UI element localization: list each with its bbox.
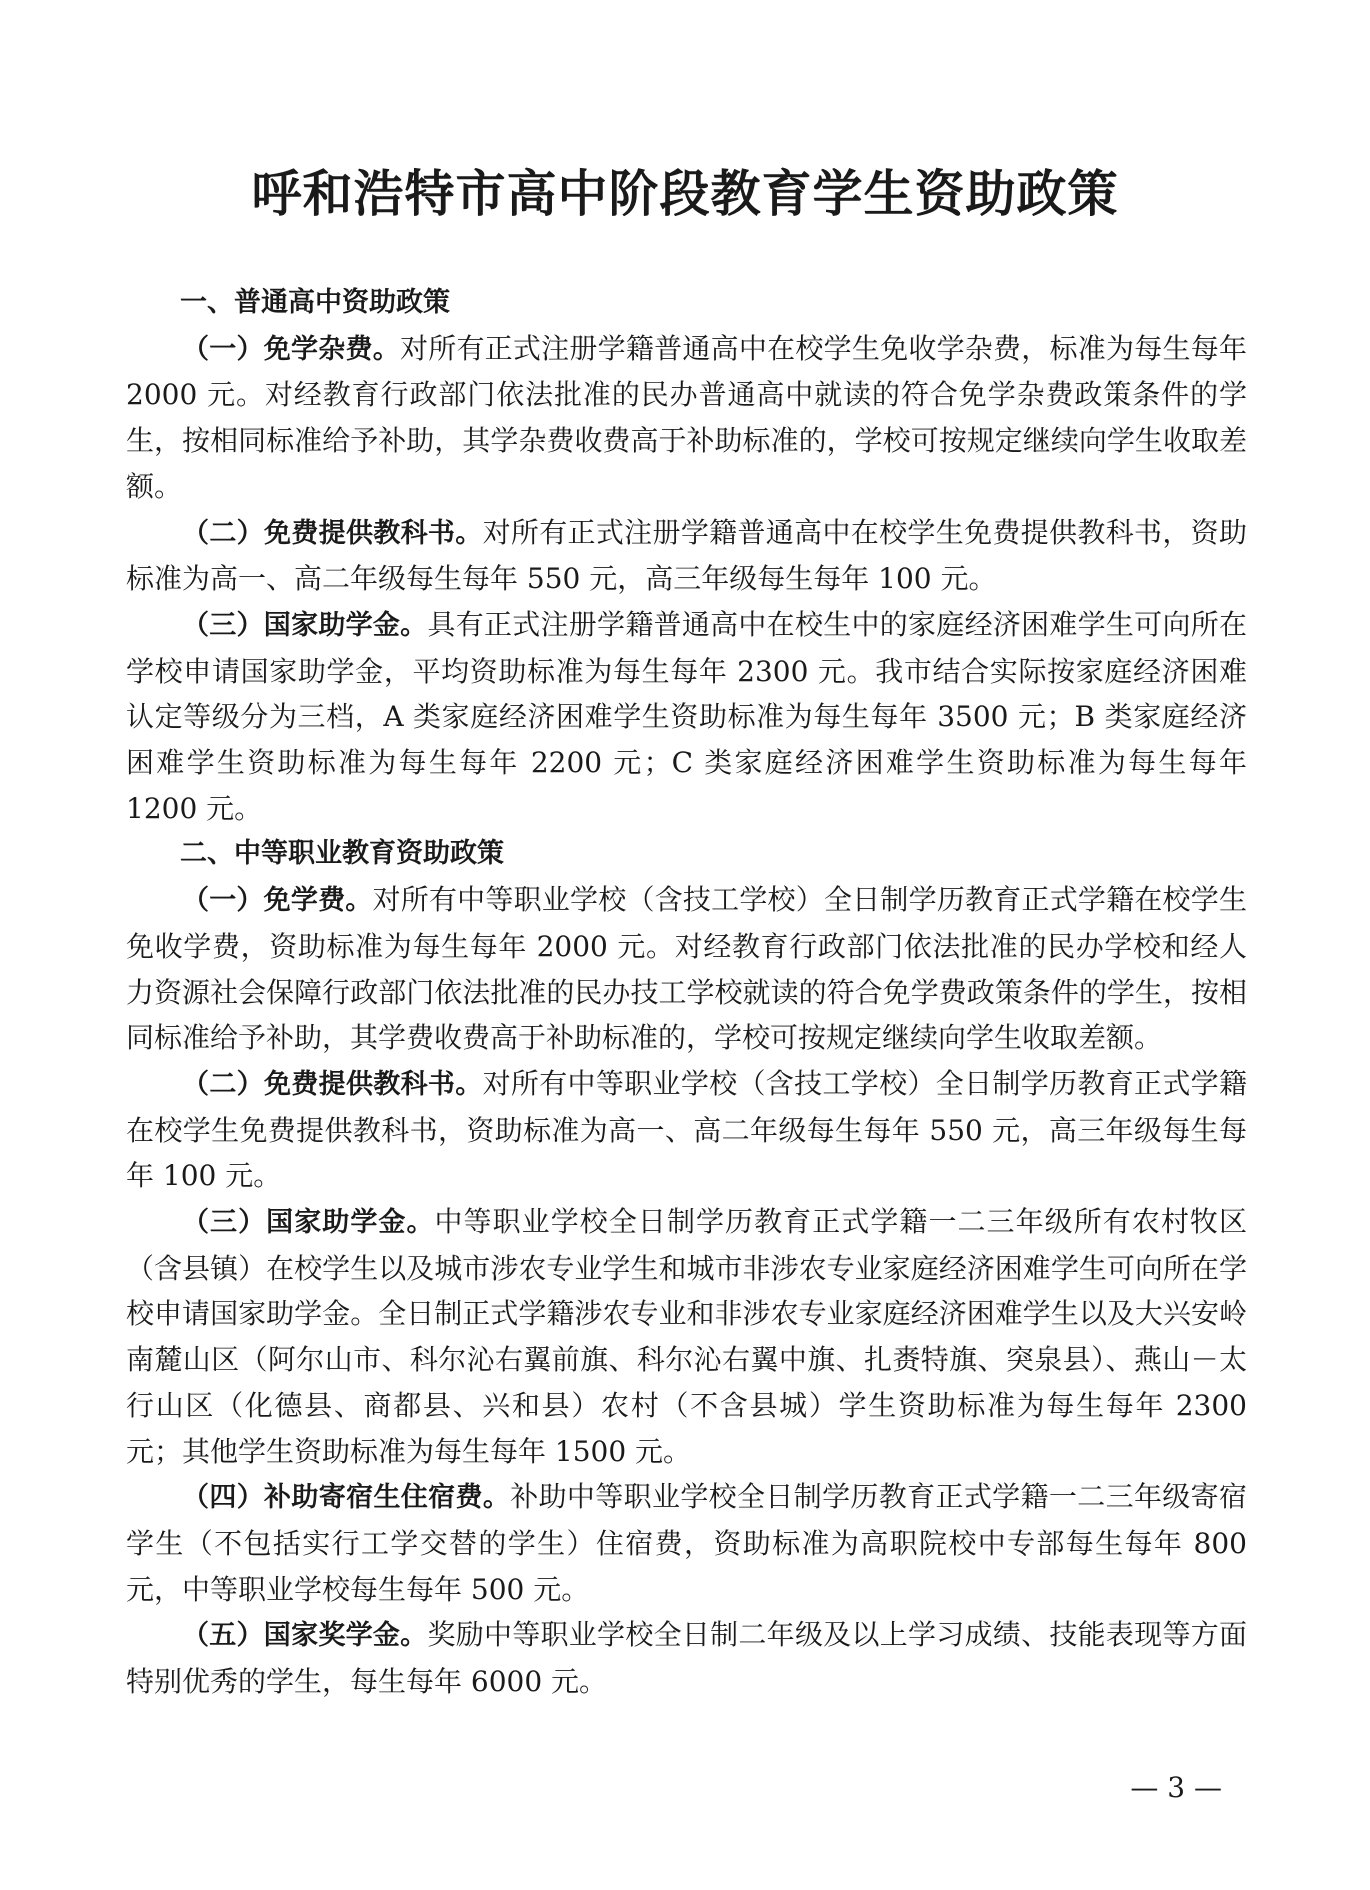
policy-text: 对所有中等职业学校（含技工学校）全日制学历教育正式学籍在校学生免收学费，资助标准为每生每年 2000 元。对经教育行政部门依法批准的民办学校和经人力资源社会保障行政部门依法批准的民办技工学校就读的符合免学费政策条件的学生，按相同标准给予补助，其学费收费高于补助标准的，学校可按规定继续向学生收取差额。 — [126, 883, 1247, 1055]
policy-paragraph — [126, 326, 1247, 510]
section-heading: 一、普通高中资助政策 — [180, 287, 450, 318]
policy-lead: （四）补助寄宿生住宿费。 — [182, 1482, 511, 1514]
document-body — [126, 280, 1247, 1705]
policy-paragraph — [126, 1474, 1247, 1612]
policy-lead: （二）免费提供教科书。 — [182, 1068, 483, 1100]
section-heading: 二、中等职业教育资助政策 — [180, 838, 504, 870]
policy-text: 对所有正式注册学籍普通高中在校学生免收学杂费，标准为每生每年 2000 元。对经教育行政部门依法批准的民办普通高中就读的符合免学杂费政策条件的学生，按相同标准给予补助，其学杂费收费高于补助标准的，学校可按规定继续向学生收取差额。 — [126, 331, 1247, 503]
policy-text: 具有正式注册学籍普通高中在校生中的家庭经济困难学生可向所在学校申请国家助学金，平均资助标准为每生每年 2300 元。我市结合实际按家庭经济困难认定等级分为三档，A 类家庭经济困难学生资助标准为每生每年 3500 元；B 类家庭经济困难学生资助标准为每生每年 2200 元；C 类家庭经济困难学生资助标准为每生每年 1200 元。 — [126, 607, 1247, 825]
policy-text: 对所有中等职业学校（含技工学校）全日制学历教育正式学籍在校学生免费提供教科书，资助标准为高一、高二年级每生每年 550 元，高三年级每生每年 100 元。 — [126, 1066, 1247, 1193]
section-vocational-education — [126, 831, 1247, 1704]
policy-paragraph — [126, 1061, 1247, 1199]
policy-lead: （二）免费提供教科书。 — [182, 517, 483, 549]
policy-lead: （三）国家助学金。 — [182, 609, 428, 641]
policy-text: 中等职业学校全日制学历教育正式学籍一二三年级所有农村牧区（含县镇）在校学生以及城市涉农专业学生和城市非涉农专业家庭经济困难学生可向所在学校申请国家助学金。全日制正式学籍涉农专业和非涉农专业家庭经济困难学生以及大兴安岭南麓山区（阿尔山市、科尔沁右翼前旗、科尔沁右翼中旗、扎赉特旗、突泉县）、燕山－太行山区（化德县、商都县、兴和县）农村（不含县城）学生资助标准为每生每年 2300 元；其他学生资助标准为每生每年 1500 元。 — [126, 1205, 1247, 1468]
policy-paragraph — [126, 602, 1247, 832]
policy-paragraph — [126, 1612, 1247, 1704]
policy-text: 补助中等职业学校全日制学历教育正式学籍一二三年级寄宿学生（不包括实行工学交替的学生）住宿费，资助标准为高职院校中专部每生每年 800 元，中等职业学校每生每年 500 元。 — [126, 1480, 1247, 1606]
policy-paragraph — [126, 877, 1247, 1061]
policy-paragraph — [126, 510, 1247, 602]
policy-paragraph — [126, 1199, 1247, 1474]
policy-lead: （五）国家奖学金。 — [182, 1620, 428, 1652]
policy-lead: （一）免学费。 — [182, 885, 373, 917]
page-number: — 3 — — [1130, 1771, 1222, 1804]
policy-text: 奖励中等职业学校全日制二年级及以上学习成绩、技能表现等方面特别优秀的学生，每生每年 6000 元。 — [126, 1618, 1247, 1699]
document-title: 呼和浩特市高中阶段教育学生资助政策 — [251, 164, 1119, 223]
policy-lead: （一）免学杂费。 — [182, 333, 400, 365]
policy-lead: （三）国家助学金。 — [182, 1207, 435, 1239]
policy-text: 对所有正式注册学籍普通高中在校学生免费提供教科书，资助标准为高一、高二年级每生每年 550 元，高三年级每生每年 100 元。 — [126, 515, 1247, 596]
section-general-high-school — [126, 280, 1247, 831]
